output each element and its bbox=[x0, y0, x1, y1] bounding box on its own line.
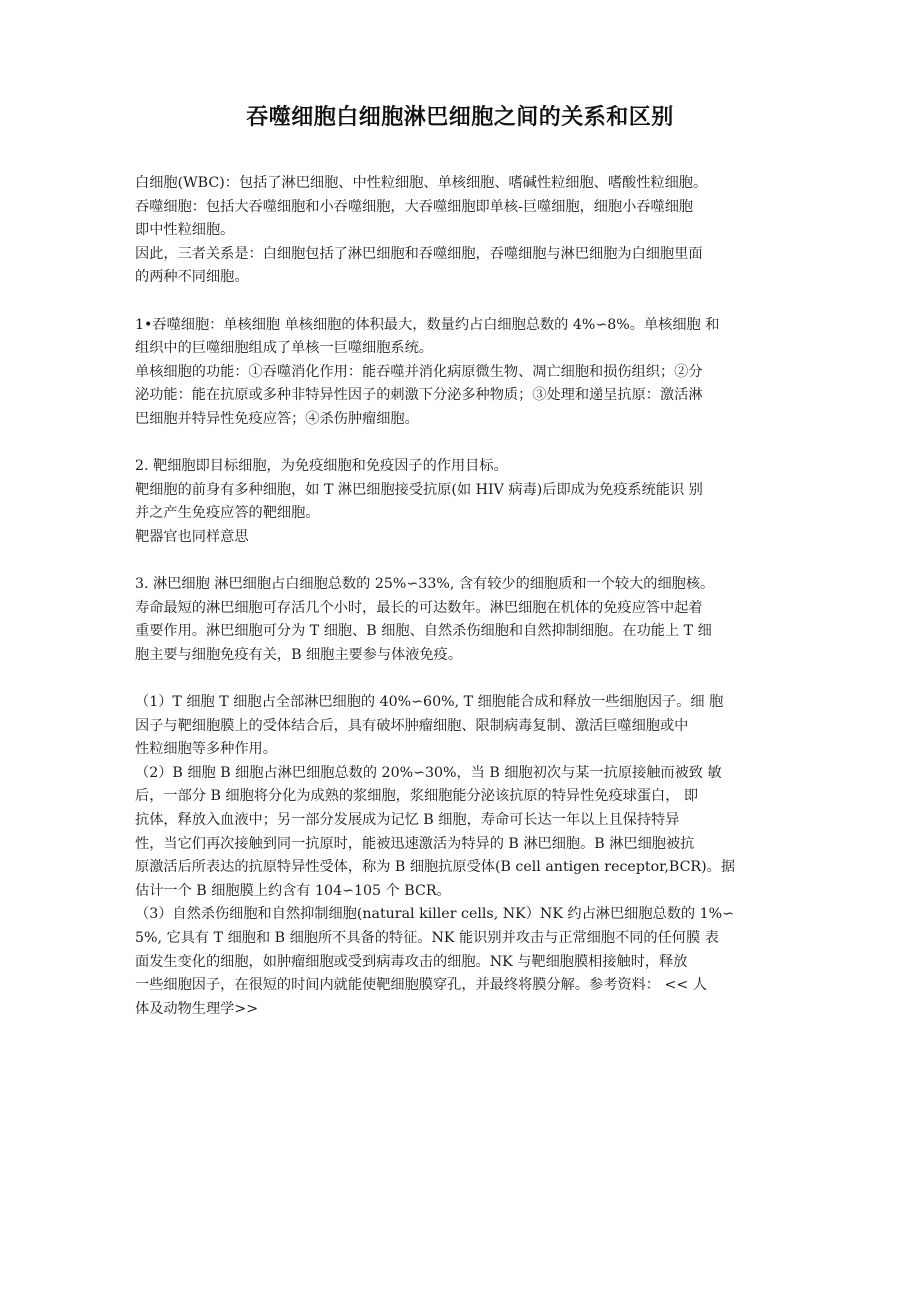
text-line: 一些细胞因子，在很短的时间内就能使靶细胞膜穿孔，并最终将膜分解。参考资料： << 人 bbox=[135, 977, 707, 994]
text-line: 寿命最短的淋巴细胞可存活几个小时，最长的可达数年。淋巴细胞在机体的免疫应答中起着 bbox=[135, 599, 703, 616]
text-line: 因此，三者关系是：白细胞包括了淋巴细胞和吞噬细胞，吞噬细胞与淋巴细胞为白细胞里面 bbox=[135, 245, 703, 262]
text-line: 抗体，释放入血液中；另一部分发展成为记忆 B 细胞，寿命可长达一年以上且保持特异 bbox=[135, 812, 680, 829]
text-line: 的两种不同细胞。 bbox=[135, 269, 249, 286]
text-line: 5%, 它具有 T 细胞和 B 细胞所不具备的特征。NK 能识别并攻击与正常细胞不同的任何膜 表 bbox=[135, 930, 719, 946]
text-line: （3）自然杀伤细胞和自然抑制细胞(natural killer cells, NK）NK 约占淋巴细胞总数的 1%∽ bbox=[135, 906, 735, 923]
paragraph-gap bbox=[135, 290, 800, 314]
paragraph-gap bbox=[135, 667, 800, 691]
text-line: 组织中的巨噬细胞组成了单核一巨噬细胞系统。 bbox=[135, 340, 433, 357]
text-line: 巴细胞并特异性免疫应答；④杀伤肿瘤细胞。 bbox=[135, 410, 419, 427]
text-line: （2）B 细胞 B 细胞占淋巴细胞总数的 20%∽30%，当 B 细胞初次与某一抗原接触而被致 敏 bbox=[135, 764, 722, 781]
text-line: 1•吞噬细胞：单核细胞 单核细胞的体积最大，数量约占白细胞总数的 4%∽8%。单核细胞 和 bbox=[135, 316, 720, 333]
text-line: 后，一部分 B 细胞将分化为成熟的浆细胞，浆细胞能分泌该抗原的特异性免疫球蛋白， 即 bbox=[135, 788, 699, 805]
text-line: 2. 靶细胞即目标细胞，为免疫细胞和免疫因子的作用目标。 bbox=[135, 458, 508, 475]
text-line: 泌功能：能在抗原或多种非特异性因子的刺激下分泌多种物质；③处理和递呈抗原：激活淋 bbox=[135, 387, 703, 404]
text-line: 重要作用。淋巴细胞可分为 T 细胞、B 细胞、自然杀伤细胞和自然抑制细胞。在功能上 T 细 bbox=[135, 623, 712, 640]
text-line: 吞噬细胞：包括大吞噬细胞和小吞噬细胞，大吞噬细胞即单核-巨噬细胞，细胞小吞噬细胞 bbox=[135, 198, 694, 215]
text-line: 体及动物生理学>> bbox=[135, 1000, 259, 1017]
text-line: 原激活后所表达的抗原特异性受体，称为 B 细胞抗原受体(B cell antigen receptor,BCR)。据 bbox=[135, 859, 736, 876]
text-line: 靶细胞的前身有多种细胞，如 T 淋巴细胞接受抗原(如 HIV 病毒)后即成为免疫系统能识 别 bbox=[135, 481, 703, 498]
text-line: 因子与靶细胞膜上的受体结合后，具有破坏肿瘤细胞、限制病毒复制、激活巨噬细胞或中 bbox=[135, 717, 689, 734]
text-line: （1）T 细胞 T 细胞占全部淋巴细胞的 40%∽60%, T 细胞能合成和释放一些细胞因子。细 胞 bbox=[135, 694, 724, 711]
text-line: 估计一个 B 细胞膜上约含有 104∽105 个 BCR。 bbox=[135, 882, 451, 899]
paragraph-gap bbox=[135, 550, 800, 574]
text-line: 单核细胞的功能：①吞噬消化作用：能吞噬并消化病原微生物、凋亡细胞和损伤组织；②分 bbox=[135, 363, 703, 380]
text-line: 3. 淋巴细胞 淋巴细胞占白细胞总数的 25%∽33%, 含有较少的细胞质和一个较大的细胞核。 bbox=[135, 576, 715, 593]
text-line: 性粒细胞等多种作用。 bbox=[135, 741, 277, 758]
paragraph-gap bbox=[135, 432, 800, 456]
text-line: 面发生变化的细胞，如肿瘤细胞或受到病毒攻击的细胞。NK 与靶细胞膜相接触时，释放 bbox=[135, 953, 688, 970]
text-line: 即中性粒细胞。 bbox=[135, 222, 235, 239]
text-line: 胞主要与细胞免疫有关，B 细胞主要参与体液免疫。 bbox=[135, 646, 463, 663]
document-title: 吞噬细胞白细胞淋巴细胞之间的关系和区别 bbox=[246, 105, 674, 130]
text-line: 性，当它们再次接触到同一抗原时，能被迅速激活为特异的 B 淋巴细胞。B 淋巴细胞被抗 bbox=[135, 835, 695, 852]
document-body bbox=[135, 172, 800, 1021]
text-line: 靶器官也同样意思 bbox=[135, 528, 249, 545]
text-line: 白细胞(WBC)：包括了淋巴细胞、中性粒细胞、单核细胞、嗜碱性粒细胞、嗜酸性粒细胞。 bbox=[135, 175, 708, 191]
text-line: 并之产生免疫应答的靶细胞。 bbox=[135, 505, 320, 522]
